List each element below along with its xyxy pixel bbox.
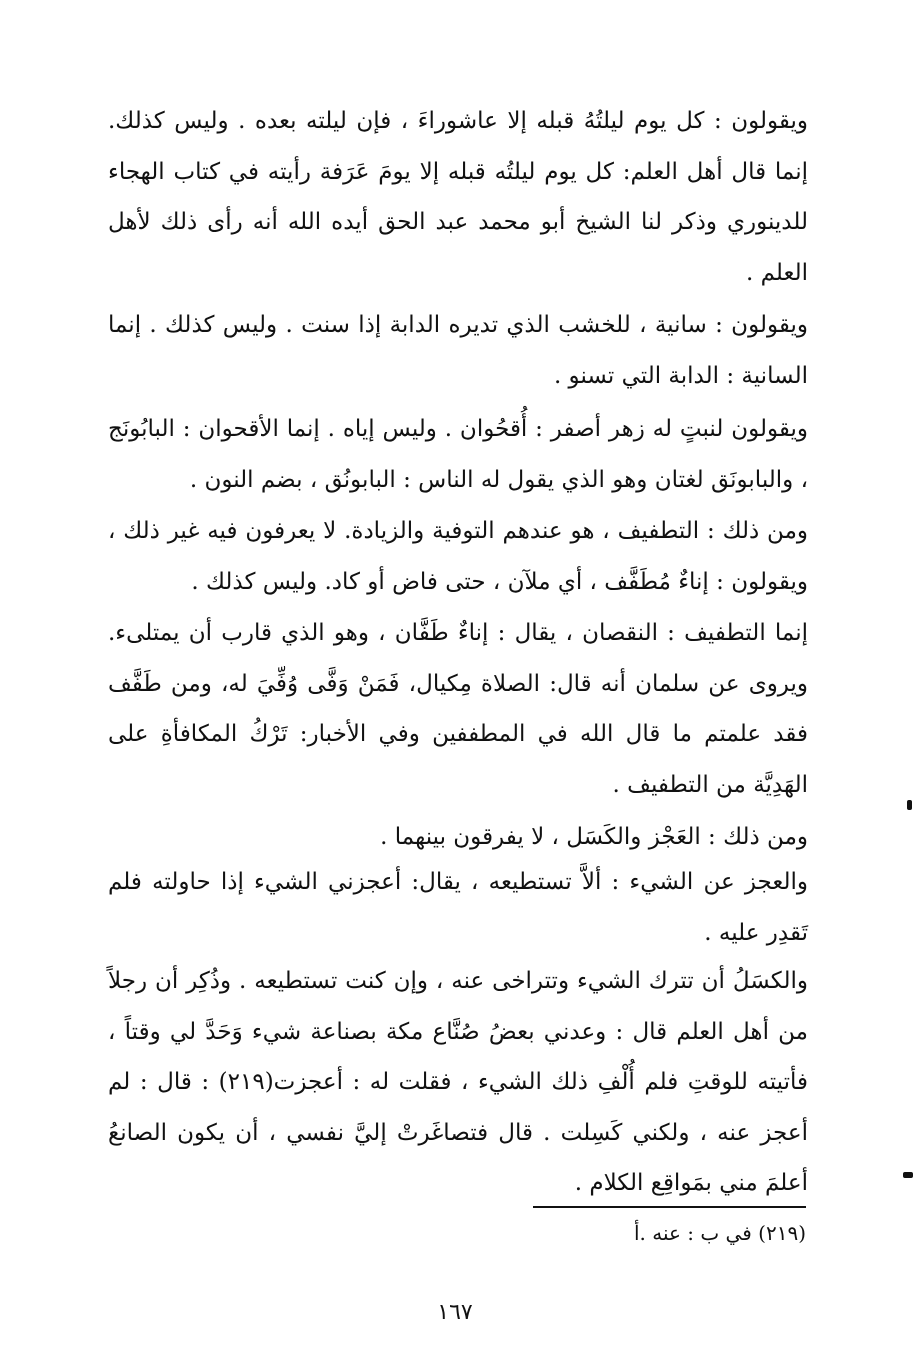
scan-mark <box>903 1172 913 1178</box>
page-number: ١٦٧ <box>437 1300 473 1325</box>
paragraph-5: إنما التطفيف : النقصان ، يقال : إناءٌ طَفَّان ، وهو الذي قارب أن يمتلىء. ويروى عن سلمان أنه قال: الصلاة مِكيال، فَمَنْ وَفَّى وُفِّيَ له، ومن طَفَّف فقد علمتم ما قال الله في المطففين وفي الأخبار: تَرْكُ المكافأةِ على الهَدِيَّة من التطفيف . <box>108 620 808 798</box>
paragraph-7: والعجز عن الشيء : ألاَّ تستطيعه ، يقال: أعجزني الشيء إذا حاولته فلم تَقدِر عليه . <box>108 869 808 946</box>
footnote-separator <box>533 1206 806 1208</box>
paragraph-8: والكسَلُ أن تترك الشيء وتتراخى عنه ، وإن كنت تستطيعه . وذُكِر أن رجلاً من أهل العلم قال : وعدني بعضُ صُنَّاع مكة بصناعة شيء وَحَدَّ لي وقتاً ، فأتيته للوقتِ فلم أُلْفِ ذلك الشيء ، فقلت له : أعجزت(٢١٩) : قال : لم أعجز عنه ، ولكني كَسِلت . قال فتصاغَرتْ إليَّ نفسي ، أن يكون الصانعُ أعلمَ مني بمَواقِع الكلام . <box>108 968 808 1196</box>
paragraph-6: ومن ذلك : العَجْز والكَسَل ، لا يفرقون بينهما . <box>380 824 808 850</box>
scan-mark <box>907 800 912 810</box>
paragraph-4: ومن ذلك : التطفيف ، هو عندهم التوفية والزيادة. لا يعرفون فيه غير ذلك ، ويقولون : إناءٌ مُطَفَّف ، أي ملآن ، حتى فاض أو كاد. وليس كذلك . <box>108 518 808 595</box>
paragraph-2: ويقولون : سانية ، للخشب الذي تديره الدابة إذا سنت . وليس كذلك . إنما السانية : الدابة التي تسنو . <box>108 312 808 389</box>
paragraph-3: ويقولون لنبتٍ له زهر أصفر : أُقحُوان . وليس إياه . إنما الأقحوان : البابُونَج ، والبابونَق لغتان وهو الذي يقول له الناس : البابونُق ، بضم النون . <box>108 416 808 493</box>
footnote: (٢١٩) في ب : عنه .أ <box>633 1221 806 1245</box>
paragraph-1: ويقولون : كل يوم ليلتُهُ قبله إلا عاشوراءَ ، فإن ليلته بعده . وليس كذلك. إنما قال أهل العلم: كل يوم ليلتُه قبله إلا يومَ عَرَفة رأيته في كتاب الهجاء للدينوري وذكر لنا الشيخ أبو محمد عبد الحق أيده الله أنه رأى ذلك لأهل العلم . <box>108 108 808 286</box>
